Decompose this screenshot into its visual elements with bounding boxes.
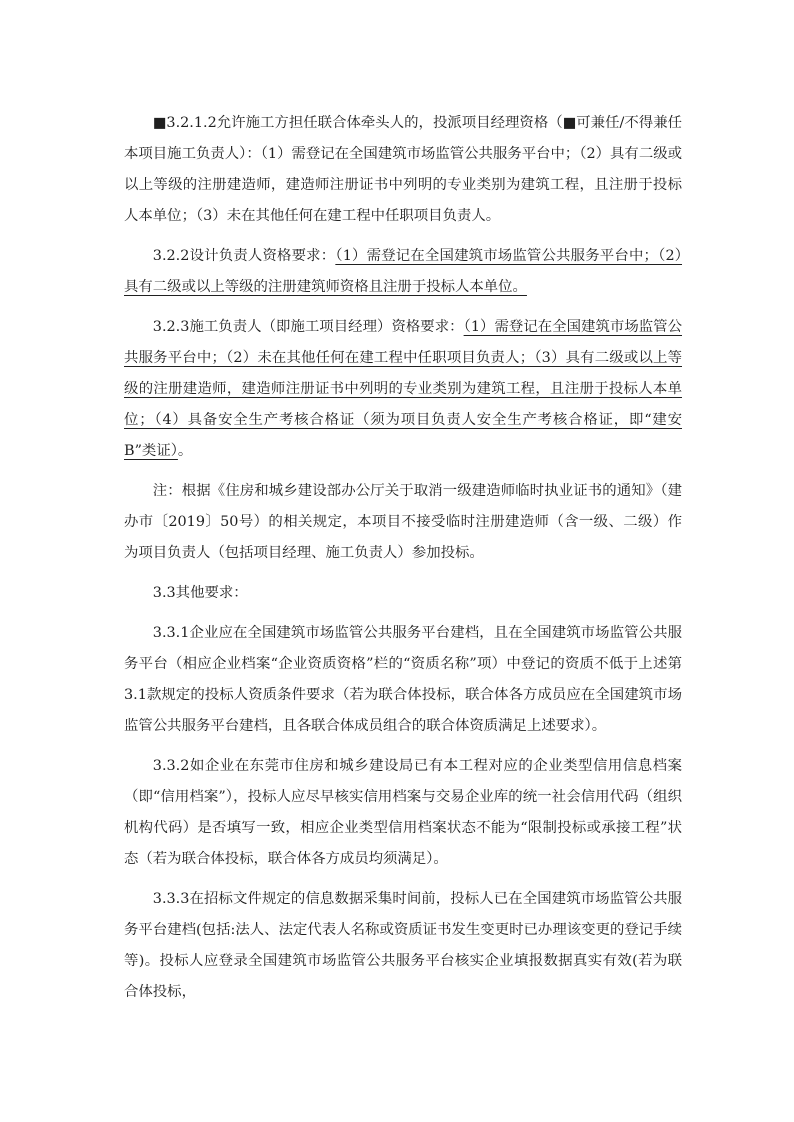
paragraph-3-2-3-lead: 3.2.3施工负责人（即施工项目经理）资格要求： xyxy=(152,319,464,335)
paragraph-3-2-2-underlined: （1）需登记在全国建筑市场监管公共服务平台中；（2）具有二级或以上等级的注册建筑师资格且注册于投标人本单位。 xyxy=(124,248,683,295)
paragraph-3-2-3-tail: 。 xyxy=(177,443,193,459)
paragraph-3-2-3-underlined: （1）需登记在全国建筑市场监管公共服务平台中；（2）未在其他任何在建工程中任职项目负责人；（3）具有二级或以上等级的注册建造师，建造师注册证书中列明的专业类别为建筑工程，且注册于投标人本单位；（4）具备安全生产考核合格证（须为项目负责人安全生产考核合格证，即“建安B”类证） xyxy=(124,319,682,459)
paragraph-3-3-2: 3.3.2如企业在东莞市住房和城乡建设局已有本工程对应的企业类型信用信息档案（即“信用档案”），投标人应尽早核实信用档案与交易企业库的统一社会信用代码（组织机构代码）是否填写一致，相应企业类型信用档案状态不能为“限制投标或承接工程”状态（若为联合体投标，联合体各方成员均须满足）。 xyxy=(124,758,682,867)
paragraph-3-2-1-2: ■3.2.1.2允许施工方担任联合体牵头人的，投派项目经理资格（■可兼任/不得兼任本项目施工负责人）：（1）需登记在全国建筑市场监管公共服务平台中；（2）具有二级或以上等级的注册建造师，建造师注册证书中列明的专业类别为建筑工程，且注册于投标人本单位；（3）未在其他任何在建工程中任职项目负责人。 xyxy=(124,115,682,224)
paragraph-note: 注：根据《住房和城乡建设部办公厅关于取消一级建造师临时执业证书的通知》（建办市〔2019〕50号）的相关规定，本项目不接受临时注册建造师（含一级、二级）作为项目负责人（包括项目经理、施工负责人）参加投标。 xyxy=(124,483,682,561)
paragraph-3-3-1: 3.3.1企业应在全国建筑市场监管公共服务平台建档，且在全国建筑市场监管公共服务平台（相应企业档案“企业资质资格”栏的“资质名称”项）中登记的资质不低于上述第3.1款规定的投标人资质条件要求（若为联合体投标，联合体各方成员应在全国建筑市场监管公共服务平台建档，且各联合体成员组合的联合体资质满足上述要求）。 xyxy=(124,625,682,734)
paragraph-3-3-3: 3.3.3在招标文件规定的信息数据采集时间前，投标人已在全国建筑市场监管公共服务平台建档(包括:法人、法定代表人名称或资质证书发生变更时已办理该变更的登记手续等)。投标人应登录全国建筑市场监管公共服务平台核实企业填报数据真实有效(若为联合体投标， xyxy=(124,891,682,1000)
section-heading-3-3: 3.3其他要求： xyxy=(152,585,248,601)
paragraph-3-2-2-lead: 3.2.2设计负责人资格要求： xyxy=(152,248,336,264)
paragraph-3-2-3 xyxy=(124,312,682,467)
paragraph-3-2-2 xyxy=(124,241,682,303)
